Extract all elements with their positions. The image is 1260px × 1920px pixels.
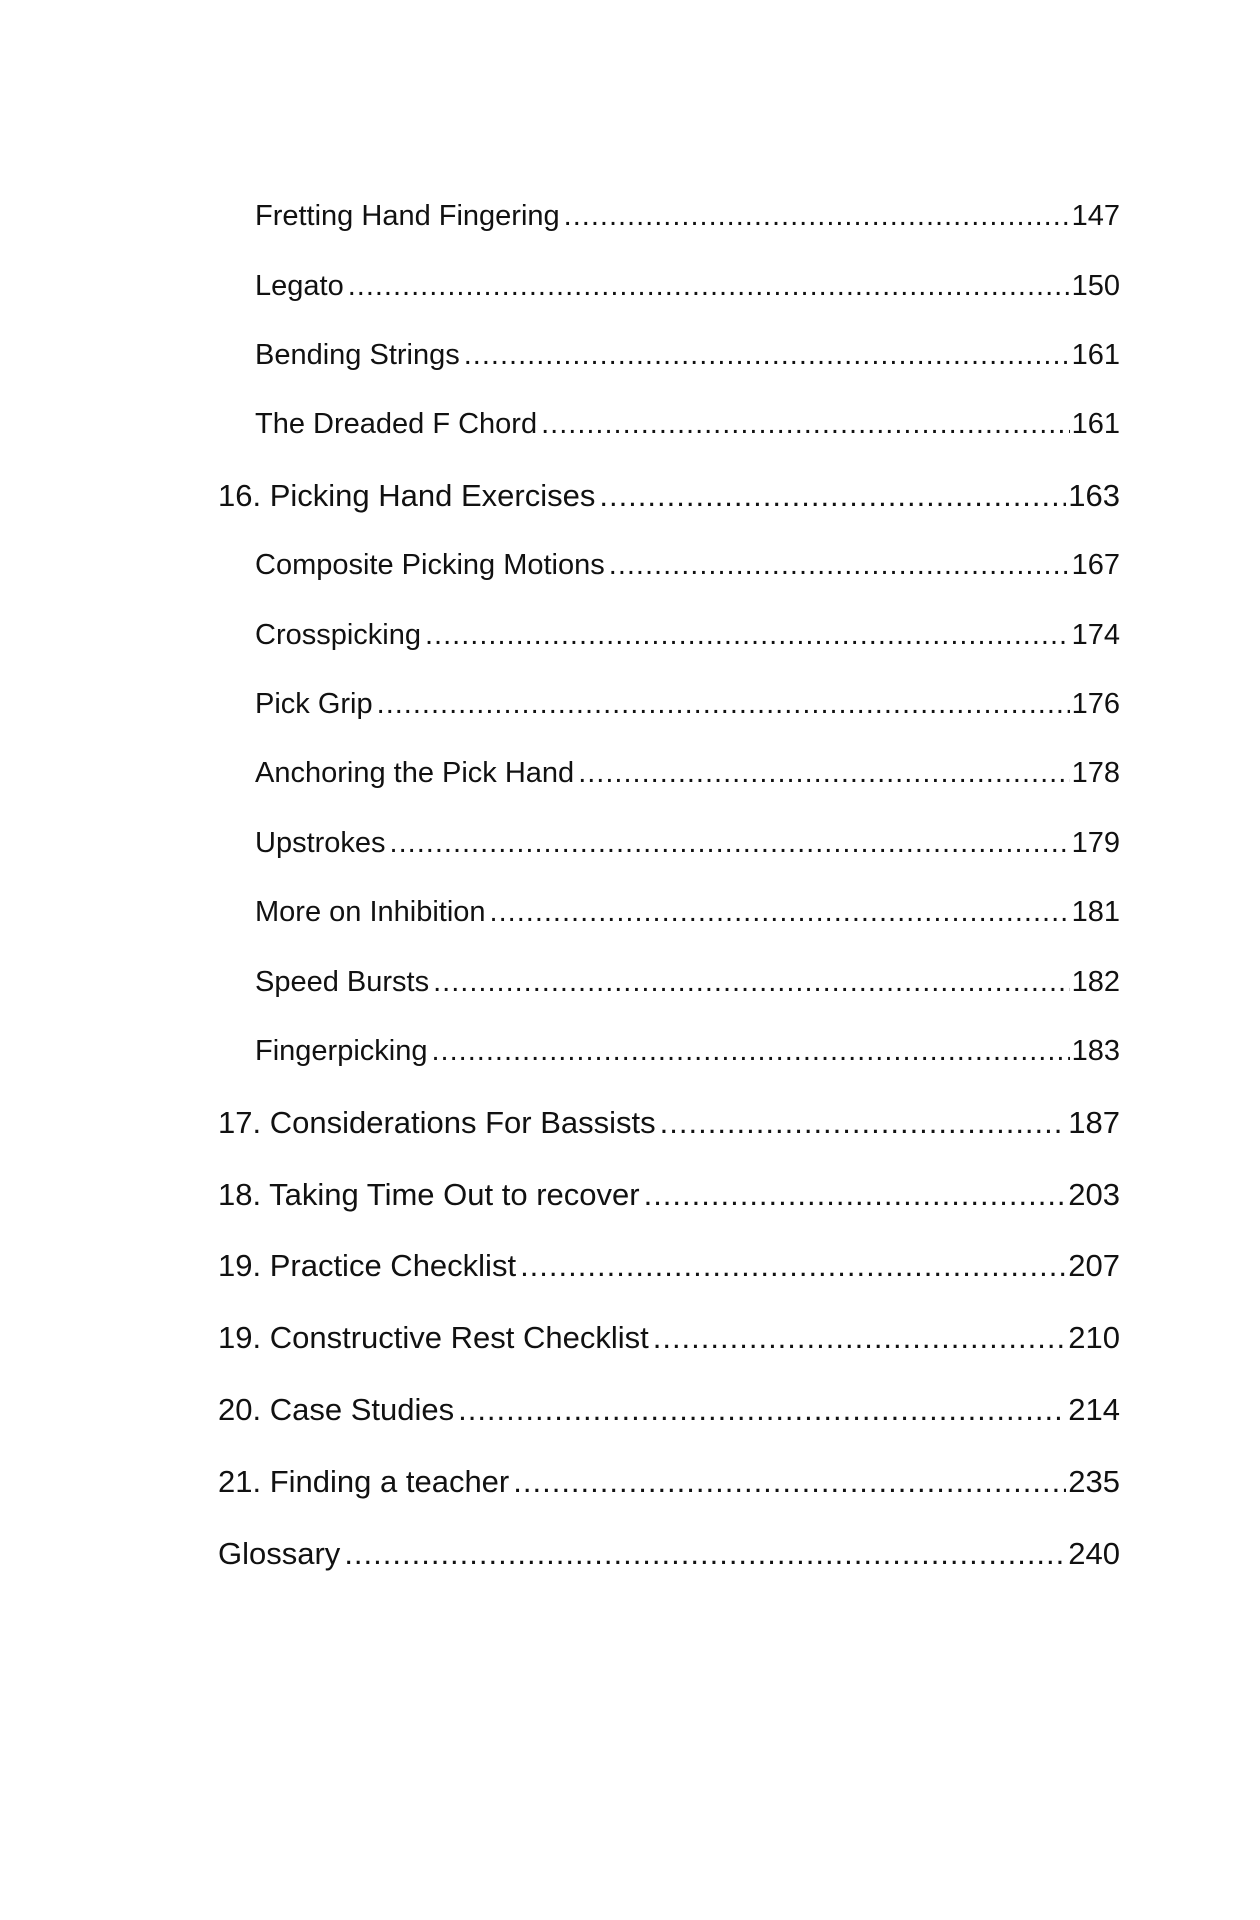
toc-entry[interactable]	[255, 270, 1120, 303]
toc-entry-page: 214	[1068, 1392, 1120, 1427]
toc-entry[interactable]	[218, 1105, 1120, 1141]
toc-entry-page: 163	[1068, 478, 1120, 513]
toc-entry-page: 187	[1068, 1105, 1120, 1140]
toc-entry-title: 17. Considerations For Bassists	[218, 1105, 656, 1140]
toc-entry-title: 19. Practice Checklist	[218, 1248, 517, 1283]
toc-entry-title: Fingerpicking	[255, 1035, 428, 1067]
dot-leader	[433, 966, 1070, 999]
toc-entry-page: 179	[1071, 827, 1120, 859]
toc-entry-title: More on Inhibition	[255, 896, 486, 928]
toc-entry-page: 147	[1071, 200, 1120, 232]
toc-entry-title: The Dreaded F Chord	[255, 408, 538, 440]
dot-leader	[609, 549, 1070, 582]
toc-entry-page: 210	[1068, 1320, 1120, 1355]
toc-entry[interactable]	[218, 1320, 1120, 1356]
toc-entry-title: Pick Grip	[255, 688, 373, 720]
toc-entry-title: 19. Constructive Rest Checklist	[218, 1320, 649, 1355]
toc-entry-page: 203	[1068, 1177, 1120, 1212]
toc-entry-page: 167	[1071, 549, 1120, 581]
dot-leader	[377, 688, 1070, 721]
toc-entry[interactable]	[218, 1536, 1120, 1572]
dot-leader	[348, 270, 1070, 303]
dot-leader	[458, 1392, 1066, 1428]
toc-entry[interactable]	[255, 896, 1120, 929]
toc-entry-page: 182	[1071, 966, 1120, 998]
toc-entry[interactable]	[218, 478, 1120, 514]
toc-entry-title: Bending Strings	[255, 339, 460, 371]
toc-entry[interactable]	[255, 408, 1120, 441]
dot-leader	[520, 1248, 1066, 1284]
dot-leader	[541, 408, 1070, 441]
toc-entry[interactable]	[218, 1392, 1120, 1428]
toc-entry-page: 183	[1071, 1035, 1120, 1067]
toc-entry-title: 20. Case Studies	[218, 1392, 455, 1427]
toc-entry-title: Legato	[255, 270, 344, 302]
dot-leader	[513, 1464, 1066, 1500]
toc-entry[interactable]	[255, 966, 1120, 999]
dot-leader	[425, 619, 1070, 652]
dot-leader	[644, 1177, 1067, 1213]
toc-entry-title: 16. Picking Hand Exercises	[218, 478, 596, 513]
toc-entry[interactable]	[218, 1177, 1120, 1213]
dot-leader	[464, 339, 1070, 372]
dot-leader	[431, 1035, 1069, 1068]
toc-entry-title: 21. Finding a teacher	[218, 1464, 510, 1499]
toc-entry-title: Composite Picking Motions	[255, 549, 605, 581]
toc-entry-page: 240	[1068, 1536, 1120, 1571]
dot-leader	[564, 200, 1070, 233]
dot-leader	[653, 1320, 1067, 1356]
dot-leader	[599, 478, 1066, 514]
toc-entry-title: Crosspicking	[255, 619, 421, 651]
dot-leader	[390, 827, 1070, 860]
toc-entry[interactable]	[255, 827, 1120, 860]
toc-entry-page: 161	[1071, 408, 1120, 440]
toc-entry[interactable]	[218, 1248, 1120, 1284]
toc-entry[interactable]	[255, 549, 1120, 582]
toc-entry-page: 176	[1071, 688, 1120, 720]
toc-entry-page: 207	[1068, 1248, 1120, 1283]
dot-leader	[578, 757, 1069, 790]
dot-leader	[490, 896, 1070, 929]
toc-entry[interactable]	[255, 1035, 1120, 1068]
toc-entry-title: Upstrokes	[255, 827, 386, 859]
toc-entry[interactable]	[255, 688, 1120, 721]
toc-entry-title: Fretting Hand Fingering	[255, 200, 560, 232]
dot-leader	[660, 1105, 1067, 1141]
toc-entry[interactable]	[218, 1464, 1120, 1500]
toc-entry-page: 161	[1071, 339, 1120, 371]
toc-entry[interactable]	[255, 200, 1120, 233]
toc-entry-page: 181	[1071, 896, 1120, 928]
toc-entry[interactable]	[255, 619, 1120, 652]
toc-entry-title: 18. Taking Time Out to recover	[218, 1177, 640, 1212]
toc-entry-title: Glossary	[218, 1536, 341, 1571]
toc-entry[interactable]	[255, 339, 1120, 372]
toc-entry-page: 178	[1071, 757, 1120, 789]
toc-entry-title: Anchoring the Pick Hand	[255, 757, 575, 789]
toc-entry-page: 174	[1071, 619, 1120, 651]
toc-entry-page: 235	[1068, 1464, 1120, 1499]
toc-entry[interactable]	[255, 757, 1120, 790]
toc-entry-title: Speed Bursts	[255, 966, 430, 998]
toc-entry-page: 150	[1071, 270, 1120, 302]
dot-leader	[344, 1536, 1066, 1572]
